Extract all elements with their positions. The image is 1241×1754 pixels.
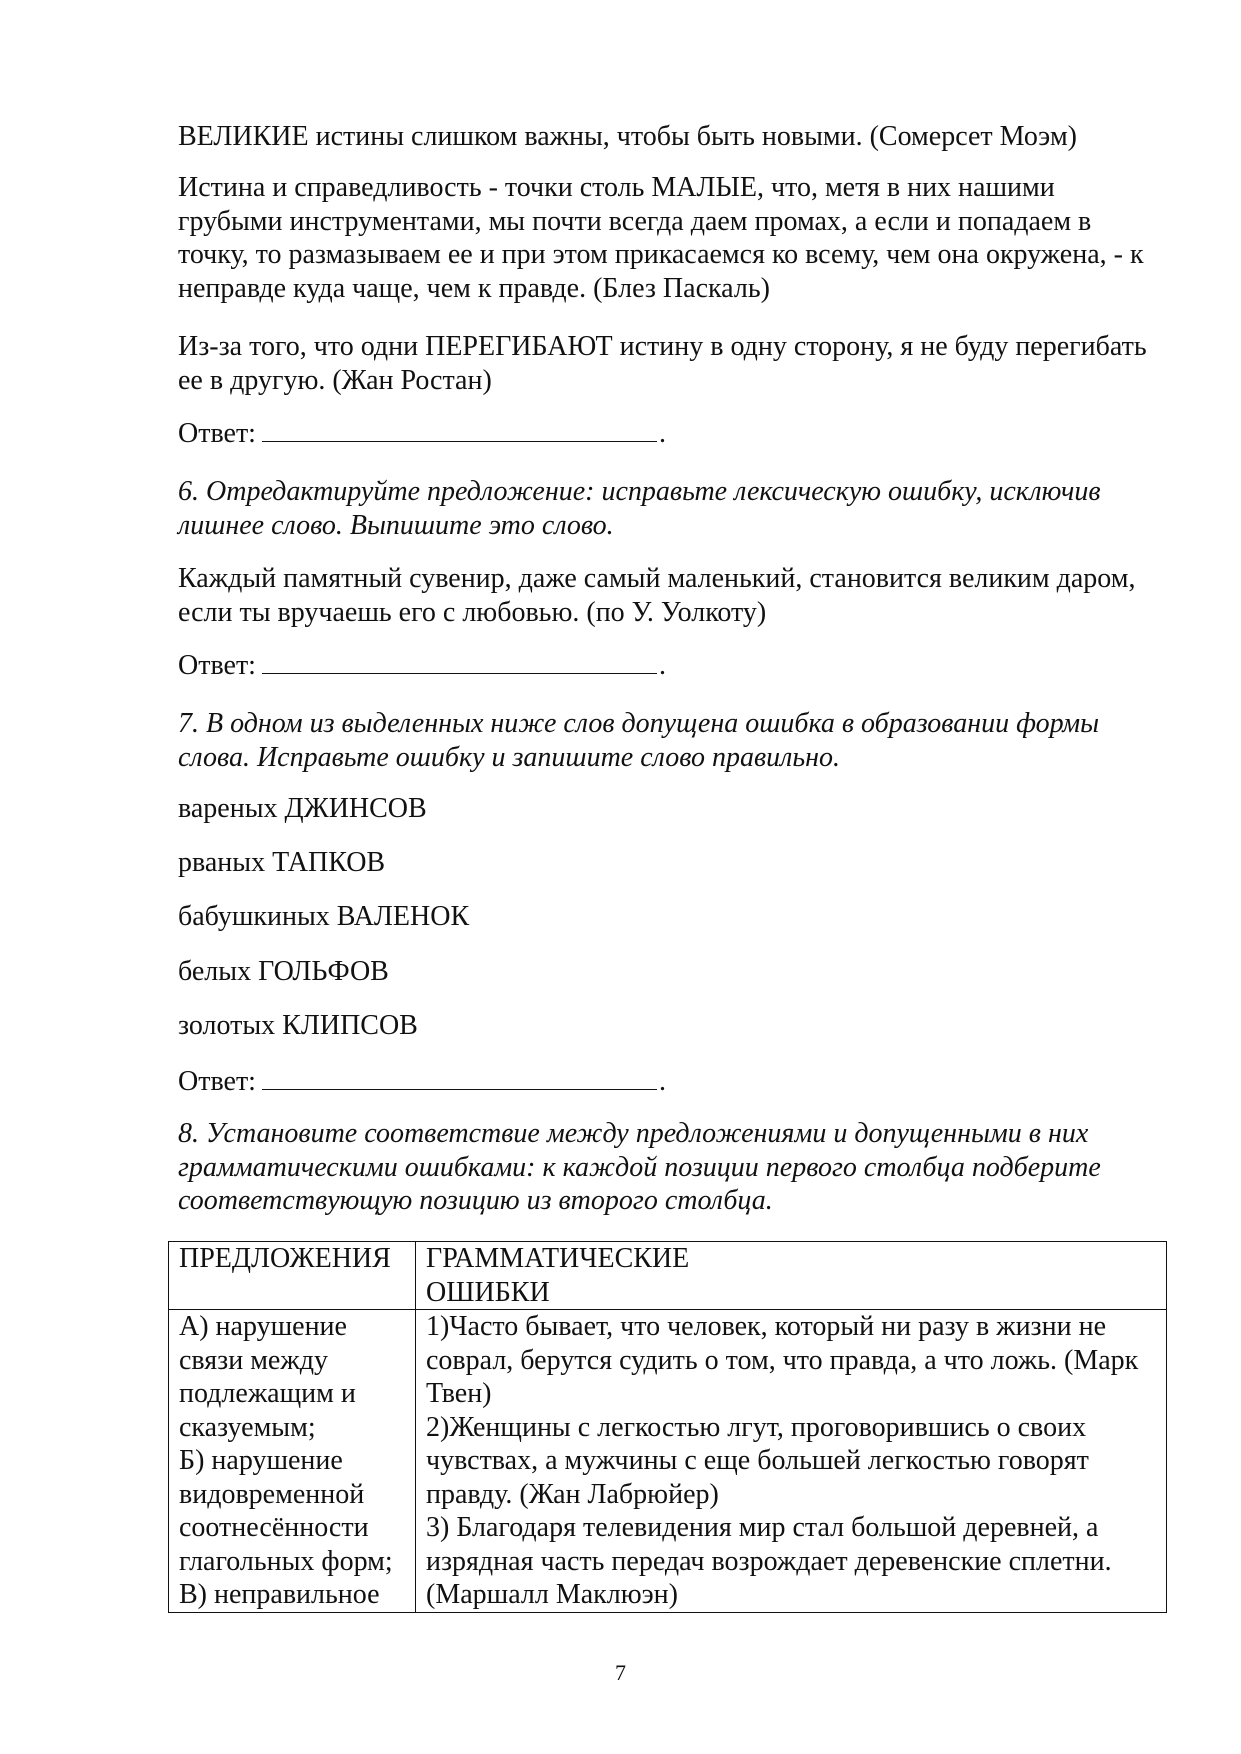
right-item: 3) Благодаря телевидения мир стал большой деревней, а изрядная часть передач возрождает деревенские сплетни. (Маршалл Маклюэн) — [426, 1512, 1112, 1610]
right-item: 2)Женщины с легкостью лгут, проговорившись о своих чувствах, а мужчины с еще большей легкостью говорят правду. (Жан Лабрюйер) — [426, 1411, 1089, 1510]
answer-blank[interactable] — [262, 1063, 657, 1090]
table-cell-right — [416, 1310, 1167, 1613]
answer-label: Ответ: — [178, 418, 256, 449]
answer-line-2: Ответ: . — [178, 647, 1153, 683]
quote-2: Истина и справедливость - точки столь МАЛЫЕ, что, метя в них нашими грубыми инструментами, мы почти всегда даем промах, а если и попадаем в точку, то размазываем ее и при этом прикасаемся ко всему, чем она окружена, - к неправде куда чаще, чем к правде. (Блез Паскаль) — [178, 172, 1144, 304]
task-7-prompt: 7. В одном из выделенных ниже слов допущена ошибка в образовании формы слова. Исправьте ошибку и запишите слово правильно. — [178, 708, 1100, 773]
answer-label: Ответ: — [178, 650, 256, 681]
answer-line-1: Ответ: . — [178, 415, 1153, 451]
matching-table — [168, 1241, 1167, 1613]
task-7-option: вареных ДЖИНСОВ — [178, 793, 427, 824]
left-item: Б) нарушение видовременной соотнесённости глагольных форм; — [179, 1445, 393, 1577]
task-7-option: белых ГОЛЬФОВ — [178, 956, 389, 987]
table-header-cell: ГРАММАТИЧЕСКИЕ ОШИБКИ — [416, 1242, 1167, 1310]
left-item: В) неправильное — [179, 1579, 380, 1610]
task-8-prompt: 8. Установите соответствие между предложениями и допущенными в них грамматическими ошибками: к каждой позиции первого столбца подберите соответствующую позицию из второго столбца. — [178, 1118, 1101, 1216]
answer-line-3: Ответ: . — [178, 1063, 1153, 1099]
table-row — [169, 1310, 1167, 1613]
answer-label: Ответ: — [178, 1066, 256, 1097]
answer-blank[interactable] — [262, 647, 657, 674]
task-6-prompt: 6. Отредактируйте предложение: исправьте лексическую ошибку, исключив лишнее слово. Выпишите это слово. — [178, 476, 1101, 541]
task-7-option: бабушкиных ВАЛЕНОК — [178, 901, 470, 932]
table-header-cell: ПРЕДЛОЖЕНИЯ — [169, 1242, 416, 1310]
quote-3: Из-за того, что одни ПЕРЕГИБАЮТ истину в одну сторону, я не буду перегибать ее в другую. (Жан Ростан) — [178, 331, 1147, 396]
task-7-option: рваных ТАПКОВ — [178, 847, 386, 878]
task-7-option: золотых КЛИПСОВ — [178, 1010, 418, 1041]
right-item: 1)Часто бывает, что человек, который ни разу в жизни не соврал, берутся судить о том, что правда, а что ложь. (Марк Твен) — [426, 1311, 1139, 1409]
quote-1: ВЕЛИКИЕ истины слишком важны, чтобы быть новыми. (Сомерсет Моэм) — [178, 121, 1077, 152]
left-item: А) нарушение связи между подлежащим и сказуемым; — [179, 1311, 356, 1443]
table-header-row — [169, 1242, 1167, 1310]
page-number: 7 — [615, 1660, 626, 1685]
table-cell-left — [169, 1310, 416, 1613]
answer-blank[interactable] — [262, 415, 657, 442]
task-6-sentence: Каждый памятный сувенир, даже самый маленький, становится великим даром, если ты вручаешь его с любовью. (по У. Уолкоту) — [178, 563, 1136, 628]
